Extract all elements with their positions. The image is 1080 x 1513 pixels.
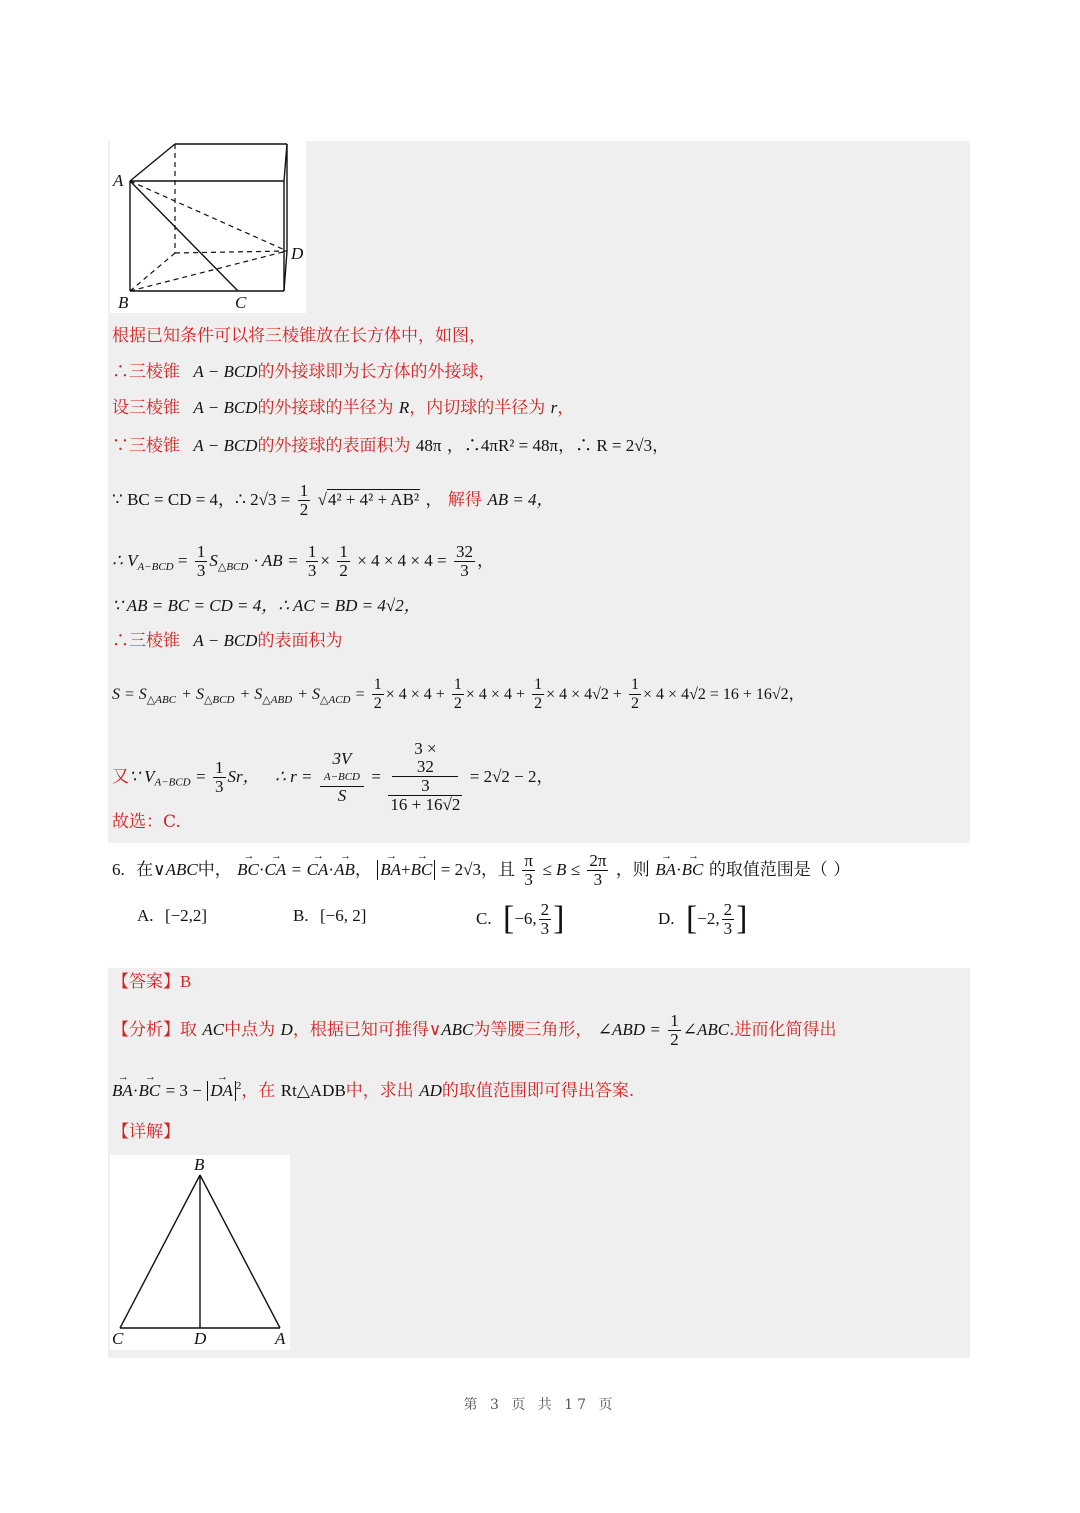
option-c[interactable]: C. [−6, $\frac{2}{3}$ ] [476,899,565,938]
solution-line-11: 故选：C. [112,812,181,832]
solution-line-2: ∴三棱锥 A − BCD的外接球即为长方体的外接球， [112,362,496,382]
cube-label-a: A [113,171,124,190]
frac-big: 3 × 32 3 16 + 16√2 [390,739,461,814]
solution-line-10: 又∵ $V_{A-BCD}$ = $\frac{1}{3}$ Sr， ∴ r = 3V A−BCD S = 3 × 32 3 16 + 16√2 = 2√2 − 2， [112,739,554,814]
cube-label-d: D [291,244,304,263]
solution-line-5: ∵ BC = CD = 4，∴ 2√3 = $\frac{1}{2}$ √4² + 4² + AB² ， 解得 AB = 4， [112,481,554,519]
triangle-label-a: A [275,1329,286,1348]
solution-line-3: 设三棱锥 A − BCD的外接球的半径为 R，内切球的半径为 r， [112,398,575,418]
cube-label-b: B [118,293,129,312]
question-6: 6. 在∨ABC中， → BC·→ CA = → CA·→ AB， → BA+→ BC = 2√3，且 $\frac{\pi}{3}$ ≤ B ≤ $\frac{2\pi}{3}$ ，则 → BA·→ BC 的取值范围是（ ） [112,848,850,892]
solution-line-9: $S = S_{\triangle ABC} + S_{\triangle BCD} + S_{\triangle ABD} + S_{\triangle ACD}$ = $\frac{1}{2}$ × 4 × 4 + $\frac{1}{2}$ × 4 × 4 + $\frac{1}{2}$ × 4 × 4√2 + $\frac{1}{2}$ × 4 × 4√2 = 16 + 16√2， [112,676,805,712]
page-footer: 第 3 页 共 17 页 [463,1397,617,1413]
triangle-label-b: B [194,1155,205,1174]
frac-half-a: $\frac{1}{2}$ [299,481,309,519]
solution-line-1: 根据已知条件可以将三棱锥放在长方体中，如图， [112,326,486,346]
frac-32-3: $\frac{32}{3}$ [456,542,473,580]
triangle-label-d: D [194,1329,207,1348]
option-b[interactable]: B. [−6, 2] [293,906,367,925]
solution-line-8: ∴三棱锥 A − BCD的表面积为 [112,631,343,651]
cube-label-c: C [235,293,247,312]
analysis-line-2: → BA·→ BC = 3 − → DA $^2$，在 Rt△ADB中，求出 AD的取值范围即可得出答案. [112,1074,634,1103]
solution-line-6: ∴ $V_{A-BCD}$ = $\frac{1}{3}$ $S_{\triangle BCD}$ · AB = $\frac{1}{3}$ × $\frac{1}{2}$ × 4 × 4 × 4 = $\frac{32}{3}$ ， [112,542,494,580]
detail-tag: 【详解】 [112,1122,180,1142]
solution-line-7: ∵ AB = BC = CD = 4，∴ AC = BD = 4√2， [112,596,421,615]
answer-line: 【答案】B [112,972,192,992]
triangle-figure [110,1155,290,1350]
triangle-label-c: C [112,1329,124,1348]
solution-line-4: ∵三棱锥 A − BCD的外接球的表面积为 48π ，∴4πR² = 48π，∴ R = 2√3， [112,436,670,456]
cube-figure [110,141,306,313]
option-a[interactable]: A. [−2,2] [137,906,208,925]
analysis-line-1: 【分析】取 AC中点为 D，根据已知可推得∨ABC为等腰三角形， ∠ABD = $\frac{1}{2}$ ∠ABC.进而化简得出 [112,1011,837,1049]
option-d[interactable]: D. [−2, $\frac{2}{3}$ ] [658,899,748,938]
frac-3v-over-s: 3V A−BCD S [320,750,364,805]
frac-third: $\frac{1}{3}$ [196,542,206,580]
